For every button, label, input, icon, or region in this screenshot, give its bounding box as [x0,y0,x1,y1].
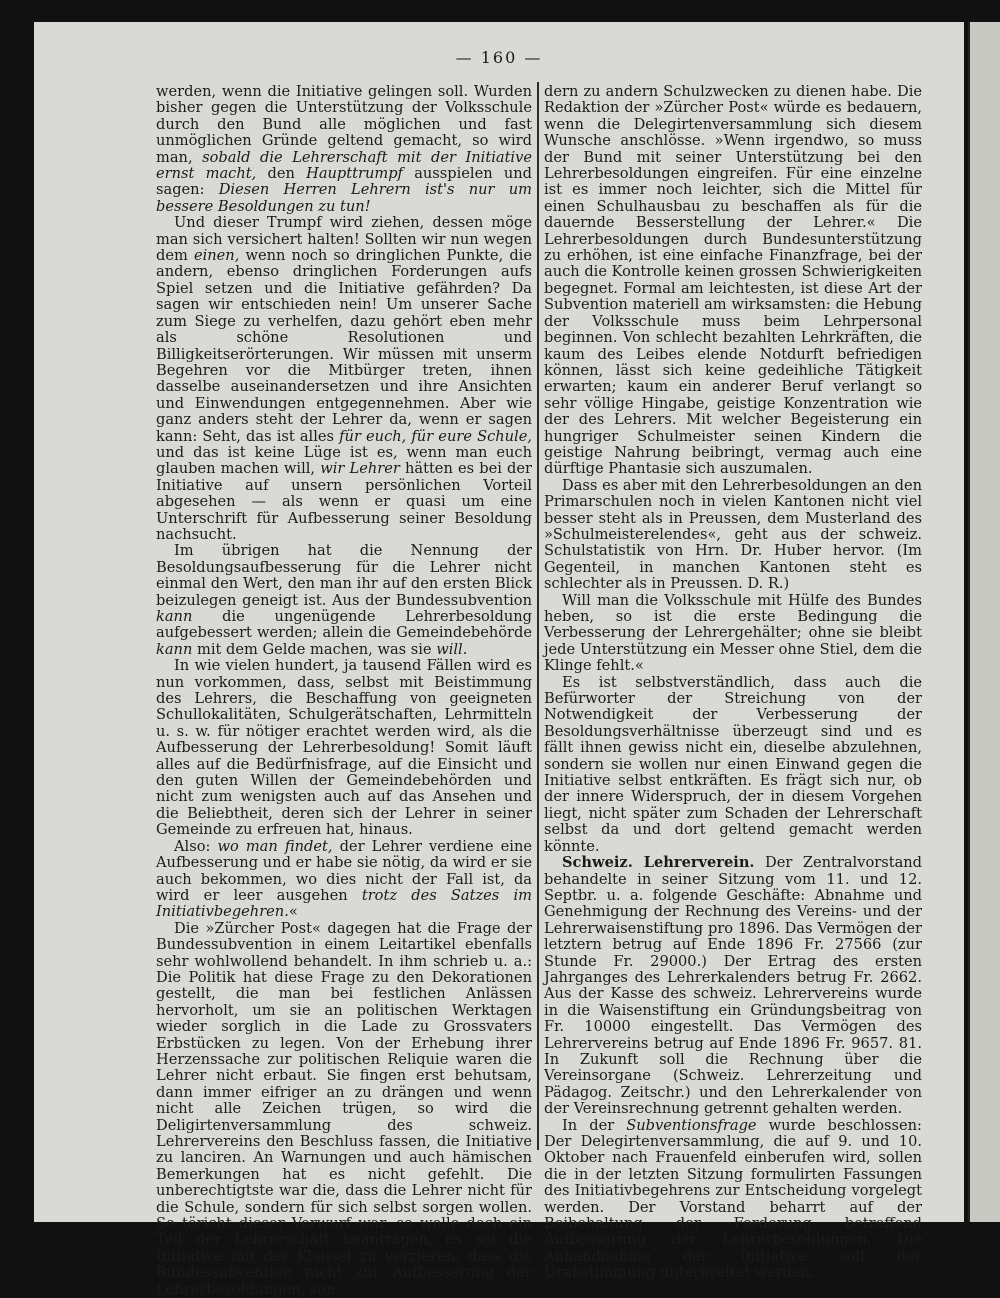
text-run: In der [562,1116,627,1134]
text-run: Also: [174,837,218,855]
paragraph [156,84,532,215]
text-run: die ungenügende Lehrerbesoldung aufgebessert werden; allein die Gemeindebehörde [156,608,532,642]
paragraph [544,855,922,1118]
paragraph [156,215,532,543]
emphasis: Haupttrumpf [306,165,403,183]
text-run: « [288,903,298,921]
emphasis: kann [156,608,193,625]
emphasis: Subventionsfrage [626,1116,757,1134]
emphasis: wo man findet, [217,837,333,855]
right-column [544,84,922,1282]
column-divider [537,82,539,1150]
section-heading: Schweiz. Lehrerverein. [562,854,755,872]
paragraph [544,1118,922,1282]
adjacent-page-edge [968,22,1000,1222]
text-run: und das ist keine Lüge ist es, wenn man euch glauben machen will, [156,443,532,478]
emphasis: wir Lehrer [320,460,400,478]
paragraph: Will man die Volksschule mit Hülfe des Bundes heben, so ist die erste Bedingung die Verbesserung der Lehrergehälter; ohne sie bleibt jede Unterstützung ein Messer ohne Stiel, dem die Klinge fehlt.« [544,591,922,675]
scanned-page [34,22,964,1298]
left-column [156,84,532,1298]
text-run: ausspielen und sagen: [156,165,532,199]
text-run: hätten es bei der Initiative auf unsern persönlichen Vorteil abgesehen — als wenn er quasi um eine Unterschrift für Aufbesserung seiner Besoldung nachsucht. [156,460,533,543]
emphasis: einen, [193,247,240,265]
paragraph [156,543,532,658]
text-run: Im übrigen hat die Nennung der Besoldungsaufbesserung für die Lehrer nicht einmal den Wert, den man ihr auf den ersten Blick beizulegen geneigt ist. Aus der Bundessubvention [156,542,532,609]
emphasis: sobald die Lehrerschaft mit der Initiative ernst macht, [156,148,532,183]
text-run: der Lehrer verdiene eine Aufbesserung und er habe sie nötig, da wird er sie auch bekommen, wo dies nicht der Fall ist, da wird er leer ausgehen [156,837,532,904]
emphasis: Diesen Herren Lehrern ist's nur um bessere Besoldungen zu tun! [156,181,532,215]
emphasis: kann [156,640,193,658]
text-run: wurde beschlossen: Der Delegirtenversammlung, die auf 9. und 10. Oktober nach Frauenfeld einberufen wird, sollen die in der letzten Sitzung formulirten Fassungen des Initiativbegehrens zur Entscheidung vorgelegt werden. Der Vorstand beharrt auf der Beibehaltung der Forderung betreffend Aufbesserung der Lehrerbesoldungen. Die Anhandnahme der Initiative soll der Urabstimmung unterbreitet werden. [544,1116,922,1282]
paragraph: Dass es aber mit den Lehrerbesoldungen an den Primarschulen noch in vielen Kantonen nicht viel besser steht als in Preussen, dem Musterland des »Schulmeisterelendes«, geht aus der schweiz. Schulstatistik von Hrn. Dr. Huber hervor. (Im Gegenteil, in manchen Kantonen steht es schlechter als in Preussen. D. R.) [544,476,922,593]
text-run: den [256,165,307,183]
emphasis: trotz des Satzes im Initiativbegehren. [156,886,532,921]
text-run: mit dem Gelde machen, was sie [192,640,437,658]
text-run: werden, wenn die Initiative gelingen soll. Wurden bisher gegen die Unterstützung der Volksschule durch den Bund alle möglichen und fast unmöglichen Gründe geltend gemacht, so wird man, [156,83,532,166]
paragraph: Die »Zürcher Post« dagegen hat die Frage der Bundessubvention in einem Leitartikel ebenfalls sehr wohlwollend behandelt. In ihm schrieb u. a.: Die Politik hat diese Frage zu den Dekorationen gestellt, die man bei festlichen Anlässen hervorholt, um sie an politischen Werktagen wieder sorglich in die Lade zu Grossvaters Erbstücken zu legen. Von der Erhebung ihrer Herzenssache zur politischen Reliquie waren die Lehrer nicht erbaut. Sie fingen erst behutsam, dann immer eifriger an zu drängen und wenn nicht alle Zeichen trügen, so wird die Deligirtenversammlung des schweiz. Lehrervereins den Beschluss fassen, die Initiative zu lanciren. An Warnungen und auch hämischen Bemerkungen hat es nicht gefehlt. Die unberechtigtste war die, dass die Lehrer nicht für die Schule, sondern für sich selbst sorgen wollen. So töricht dieser Vorwurf war, so wolle doch ein Teil der Lehrerschaft beantragen, es sei die Initiative mit der Klausel zu verzieren, dass die Bundessubvention nicht zur Aufbesserung der Lehrerbesoldungen, son- [156,919,532,1298]
paragraph: Es ist selbstverständlich, dass auch die Befürworter der Streichung von der Notwendigkeit der Verbesserung der Besoldungsverhältnisse überzeugt sind und es fällt ihnen gewiss nicht ein, dieselbe abzulehnen, sondern sie wollen nur einen Einwand gegen die Initiative selbst entkräften. Es frägt sich nur, ob der innere Widerspruch, der in diesem Vorgehen liegt, nicht später zum Schaden der Lehrerschaft selbst da und dort geltend gemacht werden könnte. [544,673,922,855]
text-run: Und dieser Trumpf wird ziehen, dessen möge man sich versichert halten! Sollten wir nun wegen dem [156,214,532,265]
page-number: — 160 — [455,48,543,67]
text-run: wenn noch so dringlichen Punkte, die andern, ebenso dringlichen Forderungen aufs Spiel setzen und die Initiative gefährden? Da sagen wir entschieden nein! Um unserer Sache zum Siege zu verhelfen, dazu gehört eben mehr als schöne Resolutionen und Billigkeitserörterungen. Wir müssen mit unserm Begehren vor die Mitbürger treten, ihnen dasselbe auseinandersetzen und ihre Ansichten und Einwendungen entgegennehmen. Aber wie ganz anders steht der Lehrer da, wenn er sagen kann: Seht, das ist alles [156,247,532,445]
paragraph: dern zu andern Schulzwecken zu dienen habe. Die Redaktion der »Zürcher Post« würde es bedauern, wenn die Delegirtenversammlung sich diesem Wunsche anschlösse. »Wenn irgendwo, so muss der Bund mit seiner Unterstützung bei den Lehrerbesoldungen eingreifen. Für eine einzelne ist es immer noch leichter, sich die Mittel für einen Schulhausbau zu beschaffen als für die dauernde Besserstellung der Lehrer.« Die Lehrerbesoldungen durch Bundesunterstützung zu erhöhen, ist eine einfache Finanzfrage, bei der auch die Kontrolle keinen grossen Schwierigkeiten begegnet. Formal am leichtesten, ist diese Art der Subvention materiell am wirksamsten: die Hebung der Volksschule muss beim Lehrpersonal beginnen. Von schlecht bezahlten Lehrkräften, die kaum des Leibes elende Notdurft befriedigen können, lässt sich keine gedeihliche Tätigkeit erwarten; kaum ein anderer Beruf verlangt so sehr völlige Hingabe, geistige Konzentration wie der des Lehrers. Mit welcher Begeisterung ein hungriger Schulmeister seinen Kindern die geistige Nahrung beibringt, vermag auch eine dürftige Phantasie sich auszumalen. [544,83,922,478]
text-run: Der Zentralvorstand behandelte in seiner Sitzung vom 11. und 12. Septbr. u. a. folgende Geschäfte: Abnahme und Genehmigung der Rechnung des Vereins- und der Lehrerwaisenstiftung pro 1896. Das Vermögen der letztern betrug auf Ende 1896 Fr. 27566 (zur Stunde Fr. 29000.) Der Ertrag des ersten Jahrganges des Lehrerkalenders betrug Fr. 2662. Aus der Kasse des schweiz. Lehrervereins wurde in die Waisenstiftung ein Gründungsbeitrag von Fr. 10000 eingestellt. Das Vermögen des Lehrervereins betrug auf Ende 1896 Fr. 9657. 81. In Zukunft soll die Rechnung über die Vereinsorgane (Schweiz. Lehrerzeitung und Pädagog. Zeitschr.) und den Lehrerkalender von der Vereinsrechnung getrennt gehalten werden. [544,854,923,1118]
paragraph: In wie vielen hundert, ja tausend Fällen wird es nun vorkommen, dass, selbst mit Beistimmung des Lehrers, die Beschaffung von geeigneten Schullokalitäten, Schulgerätschaften, Lehrmitteln u. s. w. für nötiger erachtet werden wird, als die Aufbesserung der Lehrerbesoldung! Somit läuft alles auf die Bedürfnisfrage, auf die Einsicht und den guten Willen der Gemeindebehörden und nicht zum wenigsten auch auf das Ansehen und die Beliebtheit, deren sich der Lehrer in seiner Gemeinde zu erfreuen hat, hinaus. [156,657,532,839]
paragraph [156,839,532,921]
emphasis: will. [436,640,468,658]
emphasis: für euch, für eure Schule, [339,427,532,445]
